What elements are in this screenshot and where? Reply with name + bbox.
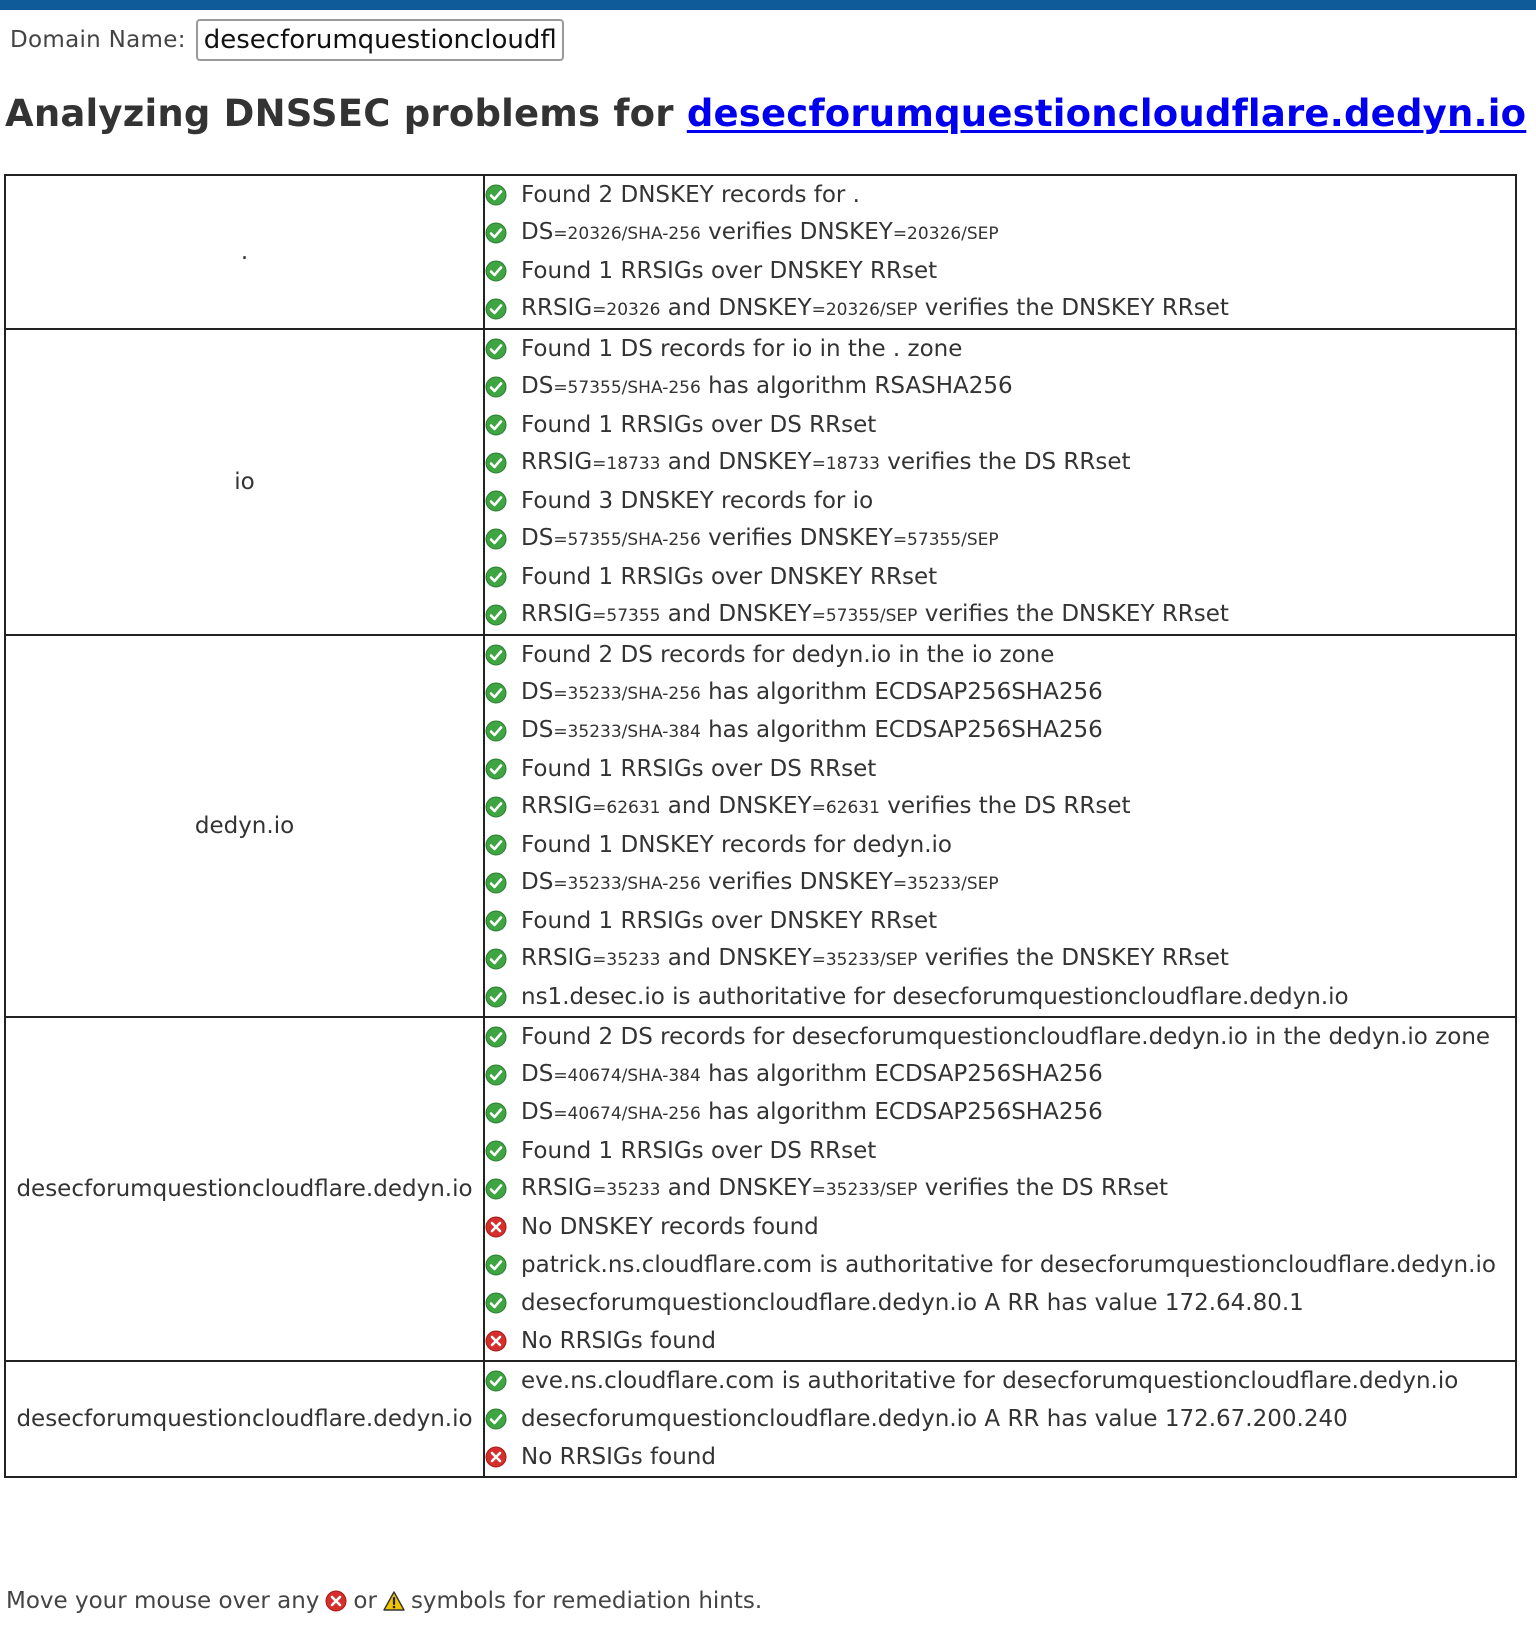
check-text-part: RRSIG [521, 945, 593, 971]
check-text-part: Found 2 DS records for desecforumquestioncloudflare.dedyn.io in the dedyn.io zone [521, 1024, 1491, 1050]
check-text-part: desecforumquestioncloudflare.dedyn.io A RR has value 172.67.200.240 [521, 1406, 1348, 1432]
domain-form [10, 18, 564, 62]
record-id: =20326 [592, 300, 661, 320]
check-text [521, 213, 999, 253]
record-id: =57355/SEP [892, 530, 999, 550]
red-x-circle-icon [325, 1590, 347, 1612]
record-id: =35233 [592, 1180, 661, 1200]
check-text [521, 902, 937, 940]
check-item [485, 290, 1515, 328]
green-check-circle-icon [485, 682, 507, 704]
record-id: =20326/SEP [811, 300, 918, 320]
record-id: =57355/SHA-256 [553, 378, 701, 398]
green-check-circle-icon [485, 566, 507, 588]
check-text [521, 978, 1349, 1016]
check-text [521, 1284, 1304, 1322]
check-text [521, 176, 860, 214]
check-text [521, 750, 876, 788]
footer-text-after: symbols for remediation hints. [410, 1588, 763, 1614]
red-x-circle-icon[interactable] [485, 1216, 507, 1238]
record-id: =18733 [592, 454, 661, 474]
domain-name-label: Domain Name: [10, 27, 186, 53]
check-text-part: Found 1 DS records for io in the . zone [521, 336, 963, 362]
red-x-circle-icon[interactable] [485, 1446, 507, 1468]
record-id: =35233/SEP [811, 950, 918, 970]
page-title [5, 92, 1526, 135]
check-item [485, 1170, 1515, 1208]
check-text-part: and DNSKEY [660, 793, 812, 819]
check-text-part: Found 1 RRSIGs over DNSKEY RRset [521, 258, 938, 284]
green-check-circle-icon [485, 528, 507, 550]
check-item [485, 1438, 1515, 1476]
zone-name: io [5, 329, 484, 635]
green-check-circle-icon [485, 1254, 507, 1276]
green-check-circle-icon [485, 720, 507, 742]
record-id: =20326/SEP [892, 224, 999, 244]
check-text-part: Found 1 DNSKEY records for dedyn.io [521, 832, 952, 858]
check-item [485, 1322, 1515, 1360]
check-text [521, 1093, 1103, 1133]
check-text-part: No RRSIGs found [521, 1444, 716, 1470]
check-text-part: Found 1 RRSIGs over DS RRset [521, 412, 877, 438]
page-title-prefix: Analyzing DNSSEC problems for [5, 92, 687, 135]
check-item [485, 636, 1515, 674]
zone-row [5, 1017, 1516, 1361]
check-item [485, 482, 1515, 520]
zone-name: dedyn.io [5, 635, 484, 1017]
check-item [485, 750, 1515, 788]
check-item [485, 940, 1515, 978]
check-text [521, 1208, 819, 1246]
check-item [485, 1208, 1515, 1246]
zone-checks [484, 1361, 1516, 1477]
check-item [485, 368, 1515, 406]
green-check-circle-icon [485, 1292, 507, 1314]
zone-row [5, 175, 1516, 329]
check-text-part: RRSIG [521, 295, 593, 321]
green-check-circle-icon [485, 910, 507, 932]
green-check-circle-icon [485, 1064, 507, 1086]
check-text [521, 787, 1131, 827]
check-text [521, 252, 937, 290]
dnssec-results-table [4, 174, 1517, 1478]
green-check-circle-icon [485, 338, 507, 360]
check-text [521, 558, 937, 596]
check-text-part: verifies the DNSKEY RRset [917, 945, 1229, 971]
check-item [485, 826, 1515, 864]
check-text [521, 519, 999, 559]
green-check-circle-icon [485, 834, 507, 856]
check-text-part: verifies the DS RRset [917, 1175, 1169, 1201]
check-item [485, 1094, 1515, 1132]
check-text-part: No DNSKEY records found [521, 1214, 819, 1240]
check-text-part: DS [521, 869, 554, 895]
check-text-part: DS [521, 679, 554, 705]
zone-row [5, 329, 1516, 635]
check-text [521, 636, 1054, 674]
check-text [521, 711, 1103, 751]
check-text-part: has algorithm ECDSAP256SHA256 [700, 1099, 1103, 1125]
green-check-circle-icon [485, 758, 507, 780]
check-text-part: verifies the DS RRset [879, 793, 1131, 819]
record-id: =35233/SHA-384 [553, 722, 701, 742]
record-id: =57355/SHA-256 [553, 530, 701, 550]
record-id: =62631 [592, 798, 661, 818]
check-text-part: and DNSKEY [660, 449, 812, 475]
check-text-part: has algorithm ECDSAP256SHA256 [700, 1061, 1103, 1087]
green-check-circle-icon [485, 1026, 507, 1048]
record-id: =18733 [811, 454, 880, 474]
check-item [485, 406, 1515, 444]
footer-text-middle: or [353, 1588, 377, 1614]
check-text [521, 443, 1131, 483]
check-text [521, 289, 1229, 329]
green-check-circle-icon [485, 1408, 507, 1430]
domain-name-input[interactable] [196, 19, 564, 61]
check-item [485, 176, 1515, 214]
zone-row [5, 635, 1516, 1017]
footer-text-before: Move your mouse over any [6, 1588, 320, 1614]
check-item [485, 330, 1515, 368]
check-text-part: and DNSKEY [660, 945, 812, 971]
check-text-part: Found 1 RRSIGs over DS RRset [521, 1138, 877, 1164]
check-text-part: RRSIG [521, 1175, 593, 1201]
record-id: =62631 [811, 798, 880, 818]
check-item [485, 1246, 1515, 1284]
check-item [485, 978, 1515, 1016]
check-item [485, 1362, 1515, 1400]
check-text-part: RRSIG [521, 601, 593, 627]
record-id: =35233/SEP [892, 874, 999, 894]
check-text-part: has algorithm ECDSAP256SHA256 [700, 717, 1103, 743]
check-item [485, 712, 1515, 750]
check-item [485, 558, 1515, 596]
green-check-circle-icon [485, 644, 507, 666]
green-check-circle-icon [485, 452, 507, 474]
check-text [521, 482, 873, 520]
record-id: =35233/SEP [811, 1180, 918, 1200]
check-text-part: Found 2 DNSKEY records for . [521, 182, 860, 208]
check-text-part: and DNSKEY [660, 295, 812, 321]
check-text-part: Found 3 DNSKEY records for io [521, 488, 874, 514]
green-check-circle-icon [485, 222, 507, 244]
check-item [485, 596, 1515, 634]
check-text-part: DS [521, 1099, 554, 1125]
green-check-circle-icon [485, 376, 507, 398]
check-text [521, 1055, 1103, 1095]
check-text [521, 863, 999, 903]
check-text-part: verifies the DNSKEY RRset [917, 295, 1229, 321]
check-text-part: ns1.desec.io is authoritative for desecforumquestioncloudflare.dedyn.io [521, 984, 1349, 1010]
zone-checks [484, 1017, 1516, 1361]
check-text-part: RRSIG [521, 793, 593, 819]
record-id: =40674/SHA-384 [553, 1066, 701, 1086]
green-check-circle-icon [485, 986, 507, 1008]
check-text [521, 330, 962, 368]
check-text [521, 939, 1229, 979]
green-check-circle-icon [485, 184, 507, 206]
check-text-part: desecforumquestioncloudflare.dedyn.io A RR has value 172.64.80.1 [521, 1290, 1304, 1316]
record-id: =35233 [592, 950, 661, 970]
check-item [485, 252, 1515, 290]
check-text-part: DS [521, 1061, 554, 1087]
check-item [485, 1284, 1515, 1322]
check-text [521, 1400, 1348, 1438]
check-item [485, 520, 1515, 558]
check-text-part: RRSIG [521, 449, 593, 475]
check-text [521, 1132, 876, 1170]
zone-name: desecforumquestioncloudflare.dedyn.io [5, 1017, 484, 1361]
check-text-part: Found 2 DS records for dedyn.io in the io zone [521, 642, 1055, 668]
green-check-circle-icon [485, 948, 507, 970]
check-text-part: No RRSIGs found [521, 1328, 716, 1354]
check-text-part: DS [521, 373, 554, 399]
yellow-warning-triangle-icon [383, 1590, 405, 1612]
check-text [521, 595, 1229, 635]
check-text-part: eve.ns.cloudflare.com is authoritative for desecforumquestioncloudflare.dedyn.io [521, 1368, 1459, 1394]
green-check-circle-icon [485, 260, 507, 282]
zone-checks [484, 175, 1516, 329]
check-item [485, 1056, 1515, 1094]
check-text-part: and DNSKEY [660, 1175, 812, 1201]
check-item [485, 864, 1515, 902]
check-text-part: DS [521, 219, 554, 245]
check-text-part: Found 1 RRSIGs over DNSKEY RRset [521, 908, 938, 934]
record-id: =57355/SEP [811, 606, 918, 626]
check-item [485, 674, 1515, 712]
check-text-part: verifies DNSKEY [700, 219, 893, 245]
red-x-circle-icon[interactable] [485, 1330, 507, 1352]
zone-name: . [5, 175, 484, 329]
green-check-circle-icon [485, 604, 507, 626]
check-text [521, 367, 1013, 407]
top-bar [0, 0, 1536, 10]
check-item [485, 214, 1515, 252]
check-text-part: verifies DNSKEY [700, 869, 893, 895]
analyzed-domain-link[interactable]: desecforumquestioncloudflare.dedyn.io [686, 92, 1527, 135]
check-item [485, 1018, 1515, 1056]
zone-checks [484, 329, 1516, 635]
check-text-part: verifies the DS RRset [879, 449, 1131, 475]
check-item [485, 1400, 1515, 1438]
green-check-circle-icon [485, 1102, 507, 1124]
check-item [485, 1132, 1515, 1170]
record-id: =35233/SHA-256 [553, 874, 701, 894]
check-text-part: DS [521, 525, 554, 551]
check-text-part: Found 1 RRSIGs over DNSKEY RRset [521, 564, 938, 590]
check-text-part: and DNSKEY [660, 601, 812, 627]
check-text [521, 1362, 1458, 1400]
check-text [521, 1018, 1490, 1056]
zone-name: desecforumquestioncloudflare.dedyn.io [5, 1361, 484, 1477]
zone-checks [484, 635, 1516, 1017]
check-text-part: verifies the DNSKEY RRset [917, 601, 1229, 627]
record-id: =35233/SHA-256 [553, 684, 701, 704]
record-id: =20326/SHA-256 [553, 224, 701, 244]
green-check-circle-icon [485, 298, 507, 320]
green-check-circle-icon [485, 490, 507, 512]
green-check-circle-icon [485, 1140, 507, 1162]
green-check-circle-icon [485, 414, 507, 436]
check-item [485, 444, 1515, 482]
check-text-part: patrick.ns.cloudflare.com is authoritative for desecforumquestioncloudflare.dedyn.io [521, 1252, 1496, 1278]
footer-hint [6, 1588, 762, 1614]
check-text [521, 826, 952, 864]
green-check-circle-icon [485, 1178, 507, 1200]
check-item [485, 902, 1515, 940]
zone-row [5, 1361, 1516, 1477]
check-text [521, 406, 876, 444]
check-text-part: DS [521, 717, 554, 743]
check-text-part: verifies DNSKEY [700, 525, 893, 551]
check-text [521, 1322, 716, 1360]
record-id: =40674/SHA-256 [553, 1104, 701, 1124]
check-text-part: Found 1 RRSIGs over DS RRset [521, 756, 877, 782]
green-check-circle-icon [485, 872, 507, 894]
check-text [521, 1169, 1168, 1209]
green-check-circle-icon [485, 1370, 507, 1392]
check-text-part: has algorithm ECDSAP256SHA256 [700, 679, 1103, 705]
check-text [521, 1246, 1496, 1284]
check-text [521, 1438, 716, 1476]
record-id: =57355 [592, 606, 661, 626]
check-text [521, 673, 1103, 713]
green-check-circle-icon [485, 796, 507, 818]
check-text-part: has algorithm RSASHA256 [700, 373, 1013, 399]
check-item [485, 788, 1515, 826]
